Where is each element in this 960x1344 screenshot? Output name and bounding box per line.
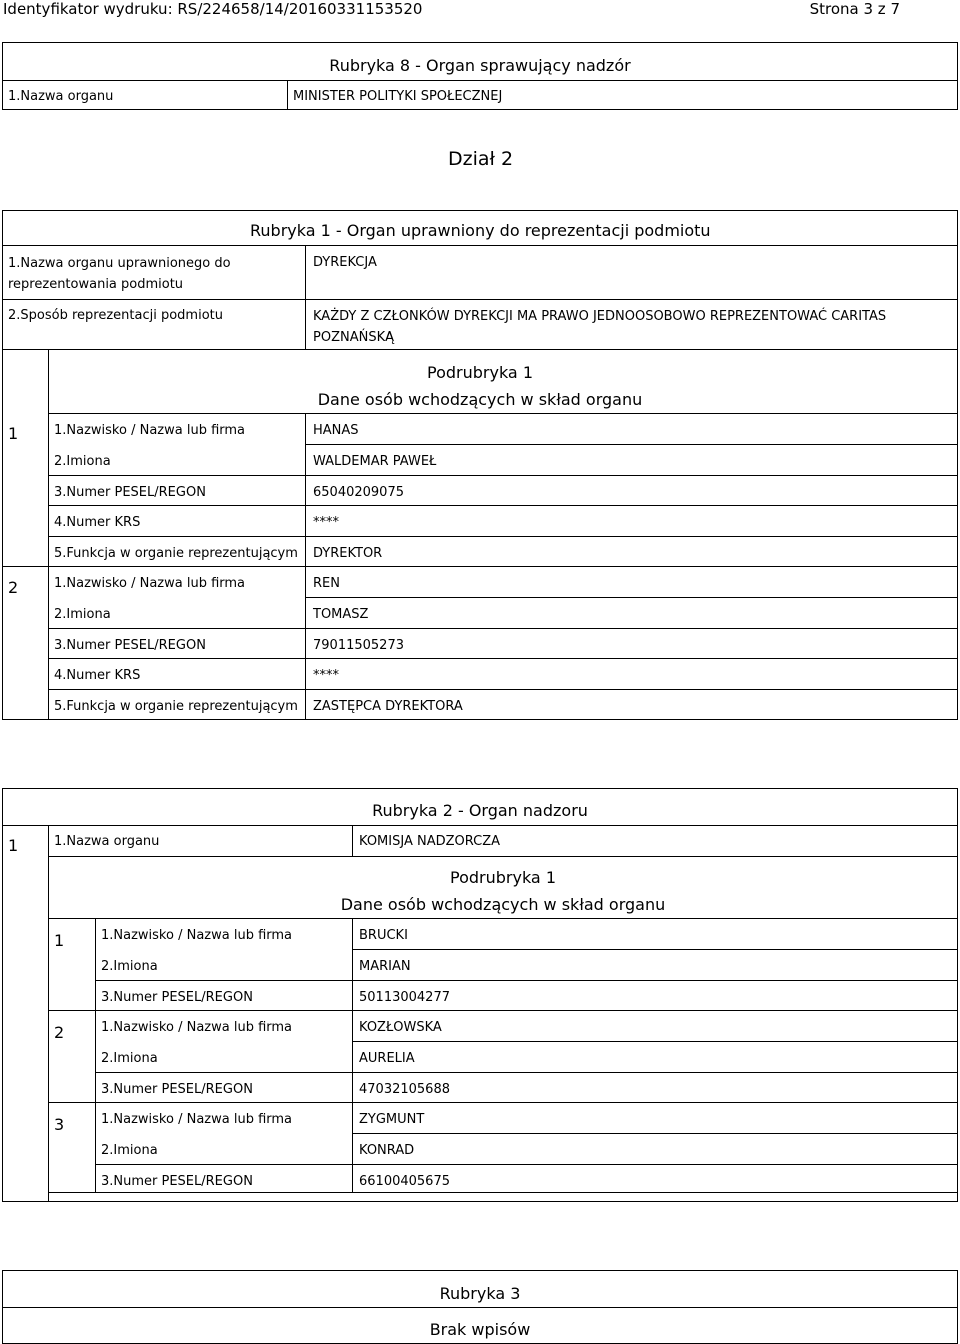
pesel-value: 79011505273	[313, 638, 404, 653]
imiona-label: 2.Imiona	[54, 454, 111, 469]
nazwisko-label: 1.Nazwisko / Nazwa lub firma	[101, 1112, 293, 1127]
nadzor-value: KOMISJA NADZORCZA	[359, 834, 501, 849]
funkcja-value: DYREKTOR	[313, 546, 383, 561]
imiona-value: MARIAN	[359, 959, 411, 974]
organ-value: DYREKCJA	[313, 255, 377, 270]
krs-label: 4.Numer KRS	[54, 515, 141, 530]
nazwisko-value: REN	[313, 576, 340, 591]
rubryka1-title: Rubryka 1 - Organ uprawniony do reprezentacji podmiotu	[250, 221, 711, 240]
pesel-label: 3.Numer PESEL/REGON	[101, 1174, 253, 1189]
sposob-label: 2.Sposób reprezentacji podmiotu	[8, 308, 223, 323]
krs-value: ****	[313, 515, 339, 530]
funkcja-label: 5.Funkcja w organie reprezentującym	[54, 546, 298, 561]
rubryka3-value: Brak wpisów	[429, 1320, 531, 1339]
imiona-label: 2.Imiona	[101, 1143, 158, 1158]
pesel-value: 50113004277	[359, 990, 450, 1005]
organ-label: 1.Nazwa organu uprawnionego do reprezentowania podmiotu	[8, 256, 231, 292]
nazwisko-value: KOZŁOWSKA	[359, 1020, 442, 1035]
nazwisko-value: ZYGMUNT	[359, 1112, 425, 1127]
pesel-value: 65040209075	[313, 485, 404, 500]
funkcja-value: ZASTĘPCA DYREKTORA	[313, 699, 463, 714]
imiona-value: WALDEMAR PAWEŁ	[313, 454, 437, 469]
nazwisko-value: HANAS	[313, 423, 359, 438]
pesel-label: 3.Numer PESEL/REGON	[54, 485, 206, 500]
imiona-label: 2.Imiona	[101, 1051, 158, 1066]
nazwisko-value: BRUCKI	[359, 928, 408, 943]
print-identifier: Identyfikator wydruku: RS/224658/14/20160331153520	[3, 0, 423, 18]
podrubryka-title: Podrubryka 1	[427, 363, 533, 382]
pesel-value: 47032105688	[359, 1082, 450, 1097]
funkcja-label: 5.Funkcja w organie reprezentującym	[54, 699, 298, 714]
nazwisko-label: 1.Nazwisko / Nazwa lub firma	[101, 928, 293, 943]
pesel-label: 3.Numer PESEL/REGON	[101, 1082, 253, 1097]
krs-label: 4.Numer KRS	[54, 668, 141, 683]
person-number: 2	[8, 578, 19, 597]
nadzor-label: 1.Nazwa organu	[54, 834, 160, 849]
person-number: 1	[8, 424, 19, 443]
nazwisko-label: 1.Nazwisko / Nazwa lub firma	[54, 423, 246, 438]
imiona-value: KONRAD	[359, 1143, 415, 1158]
podrubryka-title: Podrubryka 1	[450, 868, 556, 887]
section-heading: Dział 2	[448, 148, 514, 170]
nazwisko-label: 1.Nazwisko / Nazwa lub firma	[101, 1020, 293, 1035]
member-number: 2	[54, 1023, 65, 1042]
podrubryka-subtitle: Dane osób wchodzących w skład organu	[340, 895, 666, 914]
rubryka3-title: Rubryka 3	[439, 1284, 521, 1303]
pesel-value: 66100405675	[359, 1174, 450, 1189]
rubryka2-title: Rubryka 2 - Organ nadzoru	[372, 801, 588, 820]
member-number: 3	[54, 1115, 65, 1134]
nazwisko-label: 1.Nazwisko / Nazwa lub firma	[54, 576, 246, 591]
imiona-value: TOMASZ	[313, 607, 369, 622]
sposob-value: KAŻDY Z CZŁONKÓW DYREKCJI MA PRAWO JEDNOOSOBOWO REPREZENTOWAĆ CARITAS POZNAŃSKĄ	[313, 309, 887, 345]
page-number: Strona 3 z 7	[809, 0, 900, 18]
rubryka8-title: Rubryka 8 - Organ sprawujący nadzór	[329, 56, 631, 75]
organ-number: 1	[8, 836, 19, 855]
imiona-label: 2.Imiona	[54, 607, 111, 622]
imiona-value: AURELIA	[359, 1051, 415, 1066]
pesel-label: 3.Numer PESEL/REGON	[101, 990, 253, 1005]
rubryka8-label: 1.Nazwa organu	[8, 89, 114, 104]
rubryka8-value: MINISTER POLITYKI SPOŁECZNEJ	[293, 89, 503, 104]
member-number: 1	[54, 931, 65, 950]
krs-value: ****	[313, 668, 339, 683]
imiona-label: 2.Imiona	[101, 959, 158, 974]
podrubryka-subtitle: Dane osób wchodzących w skład organu	[317, 390, 643, 409]
pesel-label: 3.Numer PESEL/REGON	[54, 638, 206, 653]
